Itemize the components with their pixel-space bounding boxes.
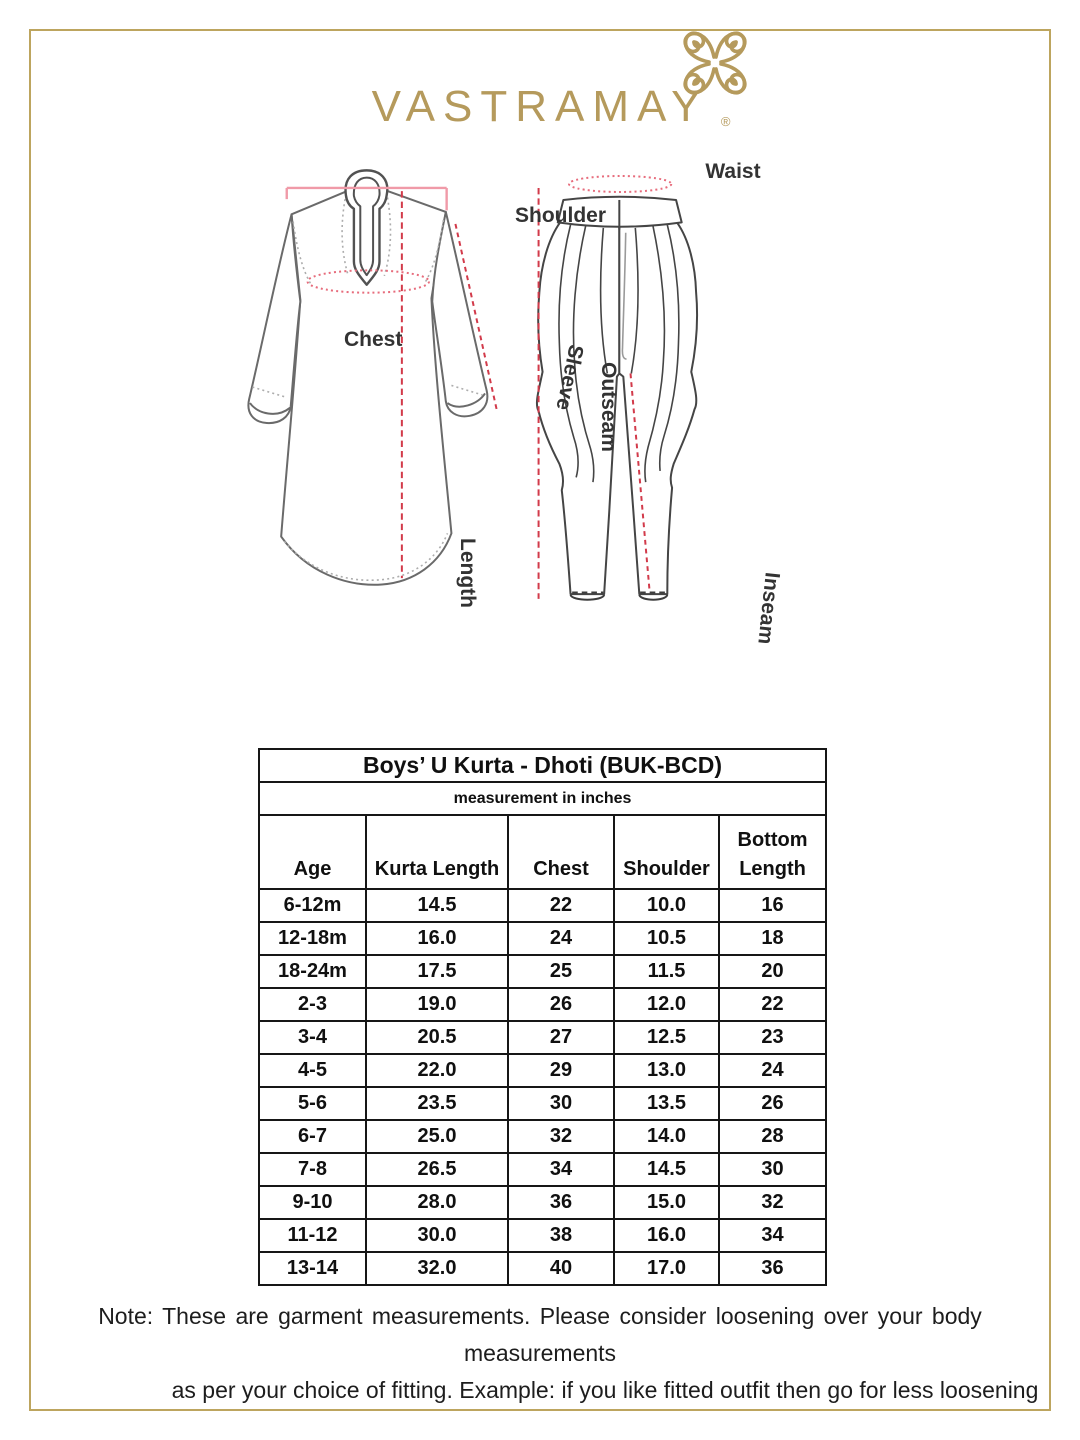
table-cell: 16.0 bbox=[366, 922, 508, 955]
table-cell: 4-5 bbox=[259, 1054, 366, 1087]
table-cell: 3-4 bbox=[259, 1021, 366, 1054]
shoulder-label: Shoulder bbox=[515, 204, 607, 227]
brand-logo-inner bbox=[371, 82, 731, 132]
table-cell: 25.0 bbox=[366, 1120, 508, 1153]
table-cell: 32 bbox=[508, 1120, 614, 1153]
table-cell: 12.5 bbox=[614, 1021, 719, 1054]
note-line-2: as per your choice of fitting. Example: if you like fitted outfit then go for less loosening bbox=[171, 1377, 1039, 1403]
table-cell: 34 bbox=[508, 1153, 614, 1186]
table-subtitle: measurement in inches bbox=[259, 782, 826, 815]
waist-label: Waist bbox=[705, 160, 761, 183]
size-table-body bbox=[259, 889, 826, 1285]
table-row bbox=[259, 1186, 826, 1219]
table-row bbox=[259, 1021, 826, 1054]
measurement-diagram bbox=[210, 148, 890, 738]
table-cell: 14.5 bbox=[614, 1153, 719, 1186]
table-cell: 2-3 bbox=[259, 988, 366, 1021]
table-cell: 40 bbox=[508, 1252, 614, 1285]
table-cell: 19.0 bbox=[366, 988, 508, 1021]
column-header-chest: Chest bbox=[508, 815, 614, 889]
table-cell: 17.5 bbox=[366, 955, 508, 988]
table-header-row bbox=[259, 815, 826, 889]
table-cell: 18-24m bbox=[259, 955, 366, 988]
table-cell: 20 bbox=[719, 955, 826, 988]
table-cell: 5-6 bbox=[259, 1087, 366, 1120]
brand-ornament-icon bbox=[678, 30, 752, 96]
column-header-bottom-length: Bottom Length bbox=[719, 815, 826, 889]
table-cell: 30 bbox=[719, 1153, 826, 1186]
waist-measure-ellipse bbox=[569, 176, 671, 192]
table-cell: 13.0 bbox=[614, 1054, 719, 1087]
size-chart-table bbox=[258, 748, 827, 1286]
table-subtitle-row bbox=[259, 782, 826, 815]
table-row bbox=[259, 1087, 826, 1120]
table-row bbox=[259, 1153, 826, 1186]
table-cell: 30.0 bbox=[366, 1219, 508, 1252]
table-cell: 20.5 bbox=[366, 1021, 508, 1054]
brand-wordmark: VASTRAMAY bbox=[371, 82, 709, 131]
column-header-age: Age bbox=[259, 815, 366, 889]
table-cell: 23.5 bbox=[366, 1087, 508, 1120]
table-row bbox=[259, 922, 826, 955]
table-cell: 10.0 bbox=[614, 889, 719, 922]
table-cell: 18 bbox=[719, 922, 826, 955]
brand-logo bbox=[0, 82, 1080, 132]
table-cell: 38 bbox=[508, 1219, 614, 1252]
table-cell: 13-14 bbox=[259, 1252, 366, 1285]
outseam-label: Outseam bbox=[597, 362, 620, 452]
column-header-shoulder: Shoulder bbox=[614, 815, 719, 889]
table-cell: 11.5 bbox=[614, 955, 719, 988]
table-cell: 7-8 bbox=[259, 1153, 366, 1186]
table-cell: 17.0 bbox=[614, 1252, 719, 1285]
table-row bbox=[259, 1219, 826, 1252]
table-title-row bbox=[259, 749, 826, 782]
chest-label: Chest bbox=[344, 328, 403, 351]
table-row bbox=[259, 955, 826, 988]
table-cell: 6-12m bbox=[259, 889, 366, 922]
table-row bbox=[259, 1120, 826, 1153]
table-cell: 24 bbox=[719, 1054, 826, 1087]
table-cell: 34 bbox=[719, 1219, 826, 1252]
table-cell: 36 bbox=[508, 1186, 614, 1219]
table-cell: 22 bbox=[719, 988, 826, 1021]
table-cell: 24 bbox=[508, 922, 614, 955]
table-cell: 15.0 bbox=[614, 1186, 719, 1219]
table-cell: 12-18m bbox=[259, 922, 366, 955]
table-cell: 9-10 bbox=[259, 1186, 366, 1219]
table-cell: 14.0 bbox=[614, 1120, 719, 1153]
kurta-left-sleeve bbox=[248, 214, 300, 423]
table-cell: 16.0 bbox=[614, 1219, 719, 1252]
table-cell: 28.0 bbox=[366, 1186, 508, 1219]
registered-mark: ® bbox=[720, 114, 731, 129]
table-cell: 22 bbox=[508, 889, 614, 922]
table-cell: 26.5 bbox=[366, 1153, 508, 1186]
table-row bbox=[259, 1252, 826, 1285]
table-cell: 28 bbox=[719, 1120, 826, 1153]
table-cell: 32 bbox=[719, 1186, 826, 1219]
column-header-kurta-length: Kurta Length bbox=[366, 815, 508, 889]
inseam-label: Inseam bbox=[753, 571, 784, 646]
table-cell: 11-12 bbox=[259, 1219, 366, 1252]
table-cell: 13.5 bbox=[614, 1087, 719, 1120]
table-cell: 25 bbox=[508, 955, 614, 988]
table-cell: 10.5 bbox=[614, 922, 719, 955]
table-cell: 29 bbox=[508, 1054, 614, 1087]
table-cell: 32.0 bbox=[366, 1252, 508, 1285]
table-cell: 26 bbox=[508, 988, 614, 1021]
table-cell: 26 bbox=[719, 1087, 826, 1120]
table-cell: 12.0 bbox=[614, 988, 719, 1021]
table-cell: 6-7 bbox=[259, 1120, 366, 1153]
table-cell: 14.5 bbox=[366, 889, 508, 922]
length-label: Length bbox=[456, 538, 479, 608]
table-row bbox=[259, 1054, 826, 1087]
table-row bbox=[259, 988, 826, 1021]
garment-diagram-svg bbox=[210, 148, 890, 738]
table-cell: 30 bbox=[508, 1087, 614, 1120]
sleeve-label: Sleeve bbox=[551, 342, 588, 413]
table-row bbox=[259, 889, 826, 922]
table-cell: 23 bbox=[719, 1021, 826, 1054]
note-line-1: Note: These are garment measurements. Please consider loosening over your body measurements bbox=[98, 1303, 982, 1366]
table-title: Boys’ U Kurta - Dhoti (BUK-BCD) bbox=[259, 749, 826, 782]
table-cell: 27 bbox=[508, 1021, 614, 1054]
table-cell: 36 bbox=[719, 1252, 826, 1285]
note-text bbox=[35, 1298, 1045, 1409]
table-cell: 16 bbox=[719, 889, 826, 922]
table-cell: 22.0 bbox=[366, 1054, 508, 1087]
